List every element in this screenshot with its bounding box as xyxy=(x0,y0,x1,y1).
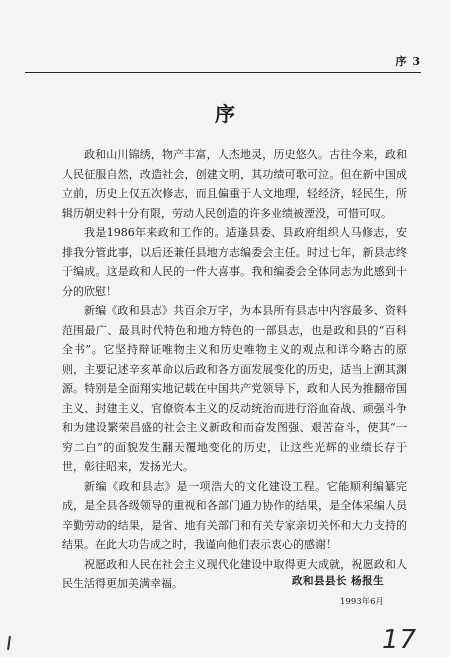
paragraph-3: 新编《政和县志》共百余万字，为本县所有县志中内容最多、资料范围最广、最具时代特色和地方特色的一部县志，也是政和县的“百科全书”。它坚持辩证唯物主义和历史唯物主义的观点和详今略古的原则，主要记述辛亥革命以后政和各方面发展变化的历史，适当上溯其渊源。特别是全面翔实地记载在中国共产党领导下，政和人民为推翻帝国主义、封建主义、官僚资本主义的反动统治而进行浴血奋战、顽强斗争和为建设繁荣昌盛的社会主义新政和而奋发图强、艰苦奋斗，使其“一穷二白”的面貌发生翻天覆地变化的历史，让这些光辉的业绩长存于世，彰往昭来，发扬光大。 xyxy=(62,304,407,473)
running-header xyxy=(25,50,421,73)
handwritten-page-number: 17 xyxy=(382,625,418,655)
signature: 政和县县长 杨报生 xyxy=(292,575,385,587)
paragraph-5: 祝愿政和人民在社会主义现代化建设中取得更大成就，祝愿政和人民生活得更加美满幸福。 xyxy=(62,557,407,590)
body-text xyxy=(62,145,407,594)
date: 1993年6月 xyxy=(340,597,385,607)
pen-mark xyxy=(7,636,11,650)
running-head-text: 序 3 xyxy=(395,55,421,68)
paragraph-4: 新编《政和县志》是一项浩大的文化建设工程。它能顺利编纂完成，是全县各级领导的重视和各部门通力协作的结果，是全体采编人员辛勤劳动的结果，是省、地有关部门和有关专家亲切关怀和大力支持的结果。在此大功告成之时，我谨向他们表示衷心的感谢！ xyxy=(62,479,407,551)
page-title: 序 xyxy=(215,102,235,126)
paragraph-2: 我是1986年来政和工作的。适逢县委、县政府组织人马修志，安排我分管此事，以后还兼任县地方志编委会主任。时过七年，新县志终于编成。这是政和人民的一件大喜事。我和编委会全体同志为此感到十分的欣慰！ xyxy=(62,226,407,298)
paragraph-1: 政和山川锦绣，物产丰富，人杰地灵，历史悠久。古往今来，政和人民征服自然，改造社会，创建文明，其功绩可歌可泣。但在新中国成立前，历史上仅五次修志，而且偏重于人文地理，轻经济，轻民生，所辑历朝史料十分有限，劳动人民创造的许多业绩被湮没，可惜可叹。 xyxy=(62,148,407,220)
